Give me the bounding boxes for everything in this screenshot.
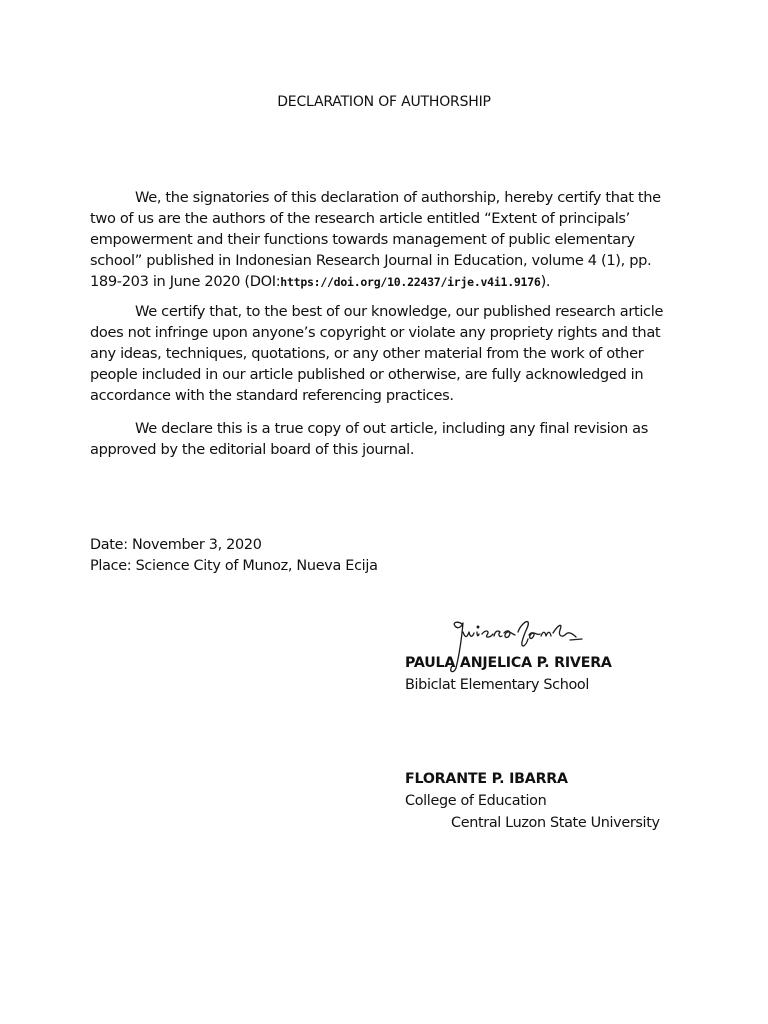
paragraph-true-copy-text: We declare this is a true copy of out article, including any final revision as approved by the editorial board of this journal. xyxy=(90,420,648,458)
paragraph-certification-end: ). xyxy=(540,273,551,290)
signatory-university: Central Luzon State University xyxy=(451,815,660,831)
document-title: DECLARATION OF AUTHORSHIP xyxy=(277,94,491,110)
signatory-rivera xyxy=(405,652,745,696)
paragraph-copyright-text: We certify that, to the best of our knowledge, our published research article does not infringe upon anyone’s copyright or violate any propriety rights and that any ideas, techniques, quotations, or any other material from the work of other people included in our article published or otherwise, are fully acknowledged in accordance with the standard referencing practices. xyxy=(90,303,664,404)
paragraph-true-copy xyxy=(90,418,682,460)
signatory-affiliation: College of Education xyxy=(405,793,547,809)
signatory-affiliation: Bibiclat Elementary School xyxy=(405,677,590,693)
doi-link[interactable]: https://doi.org/10.22437/irje.v4i1.9176 xyxy=(280,275,541,289)
paragraph-copyright xyxy=(90,301,682,406)
place-line: Place: Science City of Munoz, Nueva Ecija xyxy=(90,558,378,574)
paragraph-certification-body: We, the signatories of this declaration of authorship, hereby certify that the two of us are the authors of the research article entitled “Extent of principals’ empowerment and their functions towards management of public elementary school” published in Indonesian Research Journal in Education, volume 4 (1), pp. 189-203 in June 2020 (DOI: xyxy=(90,189,661,290)
signatory-ibarra xyxy=(405,768,745,834)
signatory-name: FLORANTE P. IBARRA xyxy=(405,771,568,787)
paragraph-certification xyxy=(90,187,682,293)
paragraph-certification-text xyxy=(90,187,682,293)
signatory-name: PAULA ANJELICA P. RIVERA xyxy=(405,655,612,671)
date-line: Date: November 3, 2020 xyxy=(90,537,262,553)
